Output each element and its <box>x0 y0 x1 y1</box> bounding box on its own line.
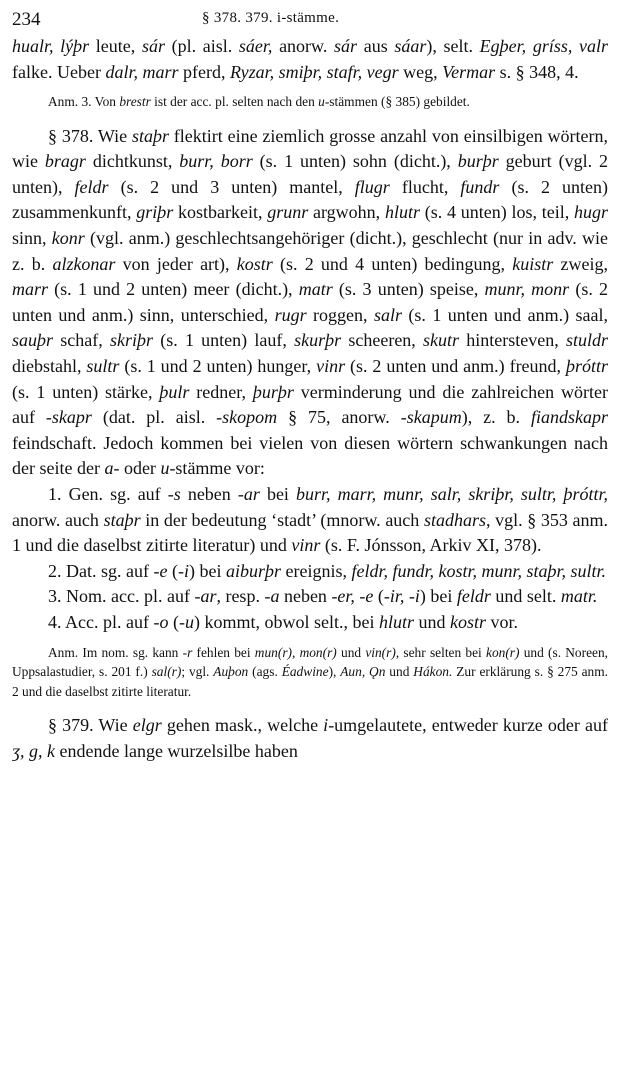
text-run: § 379. Wie <box>48 715 133 736</box>
italic-term: Vermar <box>442 61 496 82</box>
italic-term: kon(r) <box>486 644 520 660</box>
text-run: feindschaft. Jedoch kommen bei vielen von diesen wörtern schwankungen nach der seite der <box>12 432 608 479</box>
italic-term: -er, -e <box>331 586 374 607</box>
text-run: argwohn, <box>308 202 385 223</box>
text-run: ereignis, <box>280 560 352 581</box>
text-run: ), selt. <box>426 36 480 56</box>
italic-term: dalr, marr <box>105 61 179 82</box>
italic-term: ʒ, g, k <box>12 740 55 761</box>
text-run: 3. Nom. acc. pl. auf <box>48 586 195 607</box>
text-run: aus <box>357 36 395 56</box>
italic-term: mun(r), mon(r) <box>254 644 337 660</box>
italic-term: skutr <box>423 330 460 351</box>
italic-term: u <box>318 94 325 110</box>
list-item-4 <box>12 610 608 636</box>
text-run: (pl. aisl. <box>164 36 239 56</box>
text-run: kostbarkeit, <box>173 202 268 223</box>
text-run: (s. 1 unten und anm.) saal, <box>401 304 608 325</box>
italic-term: sár <box>334 36 358 56</box>
text-run: fehlen bei <box>192 644 255 660</box>
text-run: scheeren, <box>341 330 424 351</box>
italic-term: feldr <box>74 176 109 197</box>
text-run: ( <box>168 611 179 632</box>
italic-term: grunr <box>267 202 309 223</box>
text-run: § 378. Wie <box>48 125 132 146</box>
italic-term: feldr, fundr, kostr, munr, staþr, sultr. <box>351 560 607 581</box>
italic-term: rugr <box>274 304 307 325</box>
text-run: -stämme vor: <box>169 458 265 479</box>
italic-term: burr, marr, munr, salr, skriþr, sultr, þróttr, <box>296 484 608 504</box>
text-run: bei <box>259 484 296 504</box>
text-run: verminderung und die zahlreichen wörter auf <box>12 381 608 428</box>
text-run: (s. 4 unten) los, teil, <box>419 202 574 223</box>
italic-term: brestr <box>119 94 151 110</box>
list-item-3 <box>12 584 608 610</box>
text-run: - oder <box>113 458 161 479</box>
text-run: ( <box>167 560 178 581</box>
italic-term: Éadwine <box>281 664 329 680</box>
italic-term: i <box>323 715 329 736</box>
text-run: dichtkunst, <box>85 151 180 172</box>
italic-term: salr <box>373 304 402 325</box>
text-run: und <box>385 664 414 680</box>
text-run: flektirt eine ziemlich grosse anzahl von einsilbigen wörtern, wie <box>12 125 608 172</box>
italic-term: -i <box>177 560 189 581</box>
text-run: anorw. auch <box>12 509 104 530</box>
text-run: ) kommt, obwol selt., bei <box>193 611 379 632</box>
text-run: vor. <box>485 611 518 632</box>
italic-term: vinr <box>316 356 346 377</box>
italic-term: burr, borr <box>179 151 253 172</box>
italic-term: þulr <box>159 381 190 402</box>
text-run: und selt. <box>490 586 561 607</box>
text-run: (s. F. Jónsson, Arkiv XI, 378). <box>320 535 542 556</box>
text-run: weg, <box>398 61 443 82</box>
text-run: -stämmen (§ 385) gebildet. <box>324 94 470 110</box>
text-run: (ags. <box>248 664 282 680</box>
text-run: flucht, <box>389 176 461 197</box>
text-run: ist der acc. pl. selten nach den <box>150 94 319 110</box>
text-run: und (s. Noreen, Uppsalastudier, s. 201 f.) <box>12 644 608 680</box>
italic-term: staþr <box>103 509 141 530</box>
text-run: falke. Ueber <box>12 61 106 82</box>
italic-term: kuistr <box>512 253 554 274</box>
text-run: leute, <box>89 36 142 56</box>
italic-term: munr, monr <box>484 279 570 300</box>
text-run: schaf, <box>53 330 110 351</box>
text-run: (s. 1 und 2 unten) meer (dicht.), <box>48 279 299 300</box>
text-run: Anm. 3. Von <box>48 94 120 110</box>
text-run: anorw. <box>272 36 335 56</box>
italic-term: a <box>104 458 114 479</box>
italic-term: feldr <box>456 586 491 607</box>
text-run: (dat. pl. aisl. <box>91 407 217 428</box>
italic-term: bragr <box>44 151 86 172</box>
italic-term: hlutr <box>384 202 420 223</box>
italic-term: -a <box>264 586 280 607</box>
italic-term: Ryzar, smiþr, stafr, vegr <box>229 61 399 82</box>
text-run: ), z. b. <box>461 407 531 428</box>
italic-term: sáer, <box>238 36 273 56</box>
italic-term: alzkonar <box>52 253 116 274</box>
italic-term: griþr <box>136 202 174 223</box>
text-run: (s. 2 unten und anm.) freund, <box>345 356 566 377</box>
text-run: (s. 1 unten) lauf, <box>152 330 295 351</box>
text-run: neben <box>279 586 332 607</box>
book-page <box>12 0 608 1070</box>
italic-term: sauþr <box>12 330 54 351</box>
italic-term: -ar <box>237 484 260 504</box>
note-anm <box>12 643 608 702</box>
section-378 <box>12 124 608 482</box>
italic-term: þróttr <box>565 356 608 377</box>
italic-term: matr <box>298 279 333 300</box>
italic-term: hlutr <box>378 611 414 632</box>
italic-term: stuldr <box>565 330 608 351</box>
text-run: , resp. <box>216 586 265 607</box>
italic-term: -e <box>153 560 168 581</box>
text-run: (s. 1 und 2 unten) hunger, <box>119 356 317 377</box>
text-run: sehr selten bei <box>399 644 486 660</box>
text-run: ( <box>373 586 384 607</box>
text-run: und <box>336 644 366 660</box>
text-run: redner, <box>189 381 253 402</box>
text-run: (s. 1 unten) sohn (dicht.), <box>252 151 458 172</box>
text-run: Zur erklärung s. § 275 anm. 2 und die daselbst zitirte literatur. <box>12 664 608 699</box>
text-run: zweig, <box>553 253 608 274</box>
note-anm-3 <box>12 92 608 112</box>
italic-term: staþr <box>131 125 169 146</box>
italic-term: Auþon <box>213 664 249 680</box>
italic-term: sultr <box>86 356 120 377</box>
text-run: diebstahl, <box>12 356 87 377</box>
italic-term: -r <box>182 644 193 660</box>
page-number: 234 <box>12 9 41 30</box>
text-run: (s. 2 unten) zusammenkunft, <box>12 176 608 223</box>
text-run: sinn, <box>12 228 52 249</box>
italic-term: Egþer, gríss, valr <box>479 36 608 56</box>
text-run: (s. 2 und 3 unten) mantel, <box>108 176 355 197</box>
italic-term: Hákon. <box>413 664 453 680</box>
italic-term: u <box>160 458 170 479</box>
italic-term: -o <box>153 611 169 632</box>
text-run: 1. Gen. sg. auf <box>48 484 168 504</box>
italic-term: sáar <box>394 36 427 56</box>
italic-term: Aun, Ǫn <box>340 664 386 680</box>
text-run: ; vgl. <box>181 664 214 680</box>
italic-term: marr <box>12 279 49 300</box>
italic-term: aiburþr <box>225 560 281 581</box>
text-run: s. § 348, 4. <box>495 61 579 82</box>
italic-term: sal(r) <box>151 664 182 680</box>
italic-term: -s <box>167 484 181 504</box>
text-run: Anm. Im nom. sg. kann <box>48 644 183 660</box>
italic-term: -skopom <box>216 407 278 428</box>
italic-term: vinr <box>291 535 321 556</box>
text-run: hintersteven, <box>459 330 566 351</box>
italic-term: -ir, -i <box>383 586 420 607</box>
text-run: geburt (vgl. 2 unten), <box>12 151 608 197</box>
page-header <box>12 0 608 34</box>
italic-term: sár <box>141 36 165 56</box>
italic-term: -ar <box>194 586 217 607</box>
text-run: in der bedeutung ‘stadt’ (mnorw. auch <box>140 509 424 530</box>
paragraph-continuation <box>12 34 608 85</box>
italic-term: burþr <box>457 151 499 172</box>
list-item-2 <box>12 559 608 585</box>
italic-term: fiandskapr <box>531 407 608 428</box>
italic-term: hugr <box>573 202 608 223</box>
list-item-1 <box>12 482 608 559</box>
italic-term: skriþr <box>109 330 153 351</box>
text-run: gehen mask., welche <box>161 715 324 736</box>
italic-term: -skapum <box>400 407 462 428</box>
text-run: pferd, <box>178 61 230 82</box>
italic-term: vin(r), <box>365 644 400 660</box>
text-run: roggen, <box>306 304 374 325</box>
text-run: -umgelautete, entweder kurze oder auf <box>328 715 608 736</box>
italic-term: matr. <box>560 586 598 607</box>
italic-term: flugr <box>354 176 390 197</box>
text-run: (vgl. anm.) geschlechtsangehöriger (dicht.), geschlecht (nur in adv. wie z. b. <box>12 228 608 274</box>
italic-term: -skapr <box>45 407 92 428</box>
running-title: § 378. 379. i-stämme. <box>202 10 340 26</box>
text-run: ), <box>328 664 341 680</box>
text-run: (s. 2 und 4 unten) bedingung, <box>272 253 513 274</box>
text-run: (s. 3 unten) speise, <box>332 279 485 300</box>
text-run: 2. Dat. sg. auf <box>48 560 154 581</box>
text-run: , vgl. § 353 anm. 1 und die daselbst zitirte literatur) und <box>12 509 608 556</box>
text-run: ) bei <box>188 560 226 581</box>
text-run: endende lange wurzelsilbe haben <box>54 740 298 761</box>
text-run: von jeder art), <box>115 253 237 274</box>
text-run: ) bei <box>419 586 457 607</box>
italic-term: fundr <box>460 176 500 197</box>
text-run: (s. 1 unten) stärke, <box>12 381 160 402</box>
text-run: 4. Acc. pl. auf <box>48 611 154 632</box>
text-run: neben <box>180 484 238 504</box>
italic-term: þurþr <box>252 381 294 402</box>
text-run: § 75, anorw. <box>277 407 401 428</box>
italic-term: elgr <box>132 715 162 736</box>
text-run: (s. 2 unten und anm.) sinn, unterschied, <box>12 279 608 325</box>
text-run: und <box>413 611 450 632</box>
italic-term: kostr <box>236 253 273 274</box>
section-379 <box>12 713 608 764</box>
italic-term: -u <box>178 611 194 632</box>
italic-term: stadhars <box>423 509 486 530</box>
italic-term: skurþr <box>294 330 342 351</box>
italic-term: kostr <box>449 611 486 632</box>
italic-term: hualr, lýþr <box>12 36 90 56</box>
italic-term: konr <box>51 228 85 249</box>
